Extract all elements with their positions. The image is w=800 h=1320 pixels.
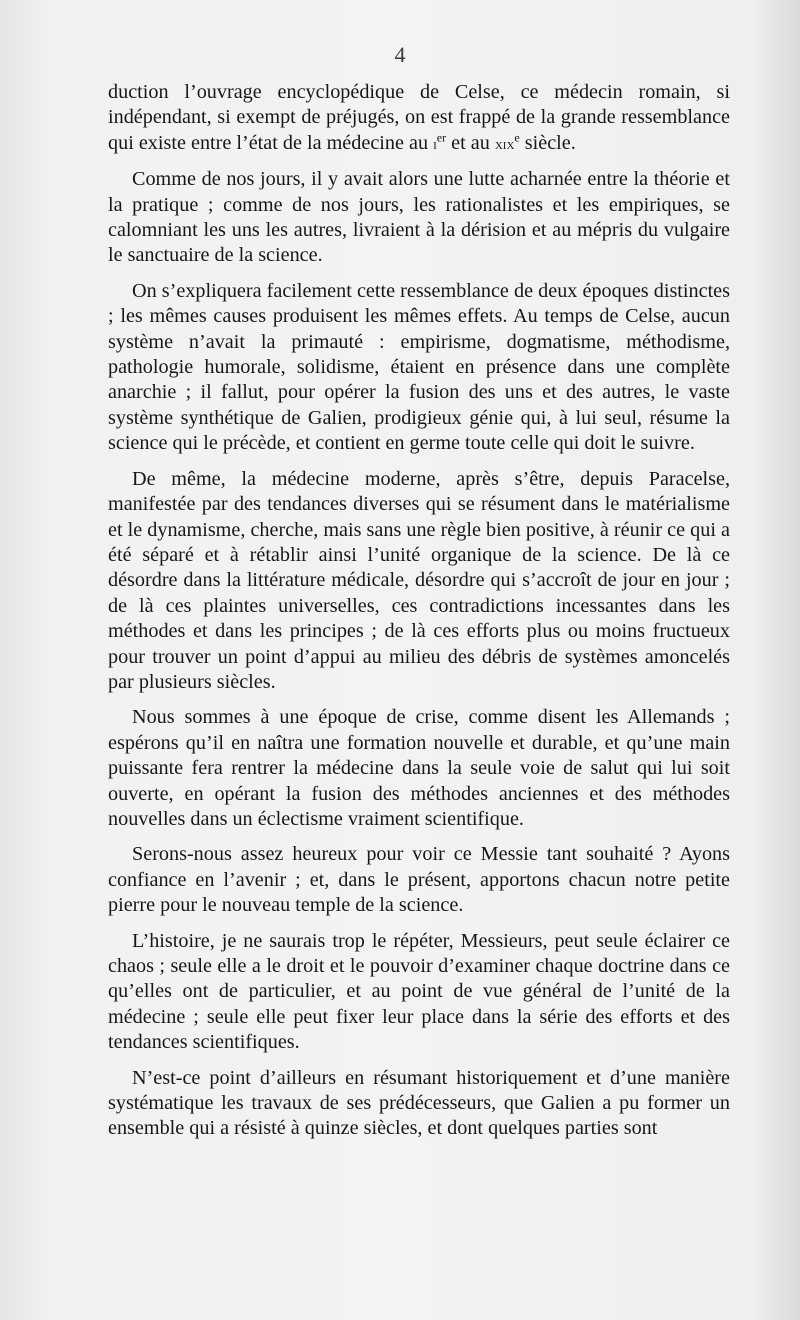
century-roman-1: i [433,135,437,153]
paragraph-1-conjunction: et au [446,131,495,154]
paragraph-3: On s’expliquera facilement cette ressemblance de deux époques distinctes ; les mêmes causes produisent les mêmes effets. Au temps de Celse, aucun système n’avait la primauté : empirisme, dogmatisme, méthodisme, pathologie humorale, solidisme, étaient en présence dans une complète anarchie ; il fallut, pour opérer la fusion des uns et des autres, le vaste système synthétique de Galien, prodigieux génie qui, à lui seul, résume la science qui le précède, et contient en germe toute celle qui doit le suivre. [108,279,730,455]
paragraph-1-text: duction l’ouvrage encyclopédique de Celse, ce médecin romain, si indépendant, si exempt de préjugés, on est frappé de la grande ressemblance qui existe entre l’état de la médecine au [108,81,730,154]
body-text [108,80,730,1142]
paragraph-1 [108,80,730,157]
paragraph-4: De même, la médecine moderne, après s’être, depuis Paracelse, manifestée par des tendances diverses qui se résument dans le matérialisme et le dynamisme, cherche, mais sans une règle bien positive, à réunir ce qui a été séparé et à rétablir ainsi l’unité organique de la science. De là ce désordre dans la littérature médicale, désordre qui s’accroît de jour en jour ; de là ces plaintes universelles, ces contradictions incessantes dans les méthodes et dans les principes ; de là ces efforts plus ou moins fructueux pour trouver un point d’appui au milieu des débris de systèmes amoncelés par plusieurs siècles. [108,467,730,693]
paragraph-5: Nous sommes à une époque de crise, comme disent les Allemands ; espérons qu’il en naîtra une formation nouvelle et durable, et qu’une main puissante fera rentrer la médecine dans la seule voie de salut qui lui soit ouverte, en opérant la fusion des méthodes anciennes et des méthodes nouvelles dans un éclectisme vraiment scientifique. [108,706,730,830]
ordinal-superscript-1: er [436,130,447,145]
paragraph-8: N’est-ce point d’ailleurs en résumant historiquement et d’une manière systématique les travaux de ses prédécesseurs, que Galien a pu former un ensemble qui a résisté à quinze siècles, et dont quelques parties sont [108,1066,730,1140]
paragraph-7: L’histoire, je ne saurais trop le répéter, Messieurs, peut seule éclairer ce chaos ; seule elle a le droit et le pouvoir d’examiner chaque doctrine dans ce qu’elles ont de particulier, et au point de vue général de l’unité de la médecine ; seule elle peut fixer leur place dans la série des efforts et des tendances scientifiques. [108,929,730,1054]
paragraph-6: Serons-nous assez heureux pour voir ce Messie tant souhaité ? Ayons confiance en l’avenir ; et, dans le présent, apportons chacun notre petite pierre pour le nouveau temple de la science. [108,843,730,917]
ordinal-superscript-2: e [514,130,520,145]
page-number: 4 [394,42,406,67]
paragraph-2: Comme de nos jours, il y avait alors une lutte acharnée entre la théorie et la pratique ; comme de nos jours, les rationalistes et les empiriques, se calomniant les uns les autres, livraient à la dérision et au mépris du vulgaire le sanctuaire de la science. [108,168,730,267]
century-roman-2: xix [494,135,515,153]
paragraph-1-end: siècle. [519,131,576,154]
